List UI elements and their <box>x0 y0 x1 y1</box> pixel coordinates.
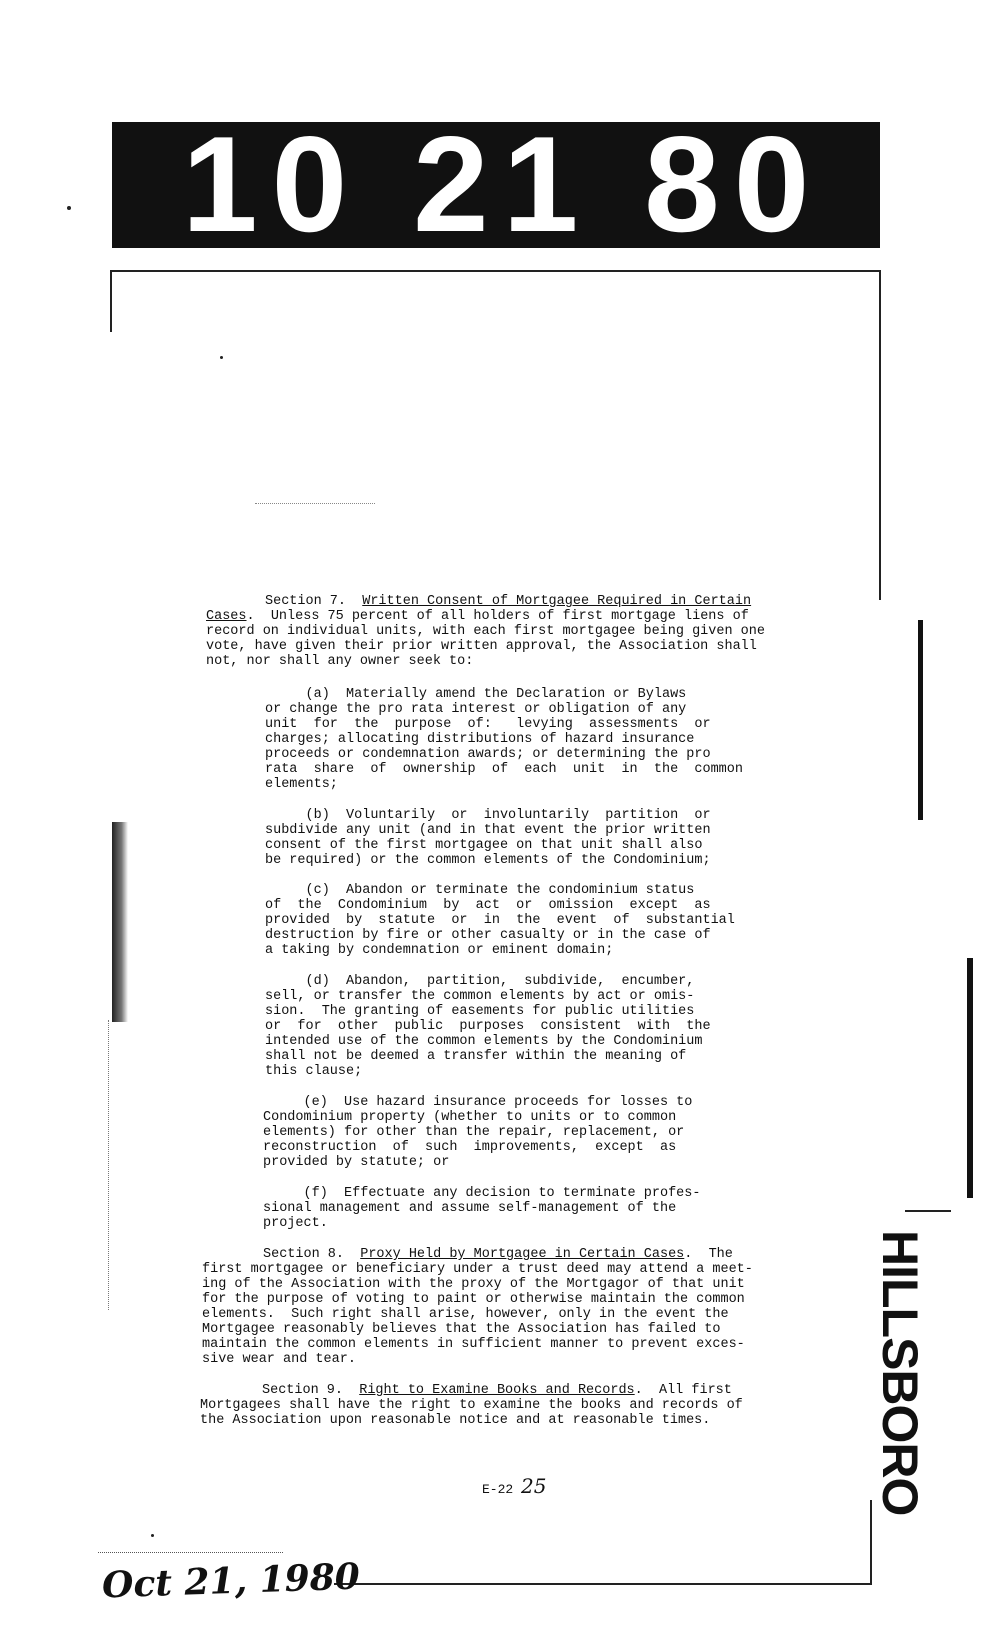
clause-line: consent of the first mortgagee on that unit shall also <box>265 838 703 853</box>
clause-line: Condominium property (whether to units or to common <box>263 1110 677 1125</box>
clause-line: sion. The granting of easements for public utilities <box>265 1004 695 1019</box>
section-8-line: for the purpose of voting to paint or otherwise maintain the common <box>202 1292 745 1307</box>
section-9-heading-end: . All first <box>634 1383 732 1398</box>
date-banner <box>112 108 880 260</box>
section-7-title-cont: Cases <box>206 609 247 624</box>
clause-line: (f) Effectuate any decision to terminate profes- <box>263 1186 701 1201</box>
clause-line: sional management and assume self-management of the <box>263 1201 677 1216</box>
clause-line: intended use of the common elements by the Condominium <box>265 1034 703 1049</box>
section-9-line: the Association upon reasonable notice and at reasonable times. <box>200 1413 711 1428</box>
hillsboro-stamp: HILLSBORO <box>872 1230 928 1516</box>
stamp-rule <box>905 1210 951 1212</box>
section-8-title: Proxy Held by Mortgagee in Certain Cases <box>360 1247 685 1262</box>
frame-left-rule <box>110 270 112 332</box>
clause-line: provided by statute; or <box>263 1155 450 1170</box>
section-8-line: first mortgagee or beneficiary under a trust deed may attend a meet- <box>202 1262 753 1277</box>
section-8-line: maintain the common elements in sufficient manner to prevent exces- <box>202 1337 745 1352</box>
clause-line: (a) Materially amend the Declaration or Bylaws <box>265 687 687 702</box>
section-9-line: Mortgagees shall have the right to examine the books and records of <box>200 1398 743 1413</box>
clause-line: of the Condominium by act or omission except as <box>265 898 711 913</box>
clause-line: shall not be deemed a transfer within the meaning of <box>265 1049 687 1064</box>
margin-bar-upper <box>918 620 923 820</box>
clause-line: charges; allocating distributions of hazard insurance <box>265 732 695 747</box>
scan-shadow <box>112 822 128 1022</box>
clause-line: (c) Abandon or terminate the condominium status <box>265 883 695 898</box>
clause-line: reconstruction of such improvements, except as <box>263 1140 677 1155</box>
clause-line: destruction by fire or other casualty or in the case of <box>265 928 711 943</box>
clause-line: (b) Voluntarily or involuntarily partition or <box>265 808 711 823</box>
clause-line: elements; <box>265 777 338 792</box>
section-7-intro-line: vote, have given their prior written approval, the Association shall <box>206 639 757 654</box>
margin-bar-lower <box>967 958 973 1198</box>
page-number <box>482 1474 546 1498</box>
scan-speckle <box>108 1020 129 1310</box>
banner-date-text: 10 21 80 <box>182 108 824 260</box>
clause-line: (e) Use hazard insurance proceeds for losses to <box>263 1095 693 1110</box>
page-number-handwritten: 25 <box>521 1474 547 1498</box>
section-8-line: elements. Such right shall arise, however, only in the event the <box>202 1307 729 1322</box>
frame-top-rule <box>110 270 880 272</box>
frame-bottom-rule <box>334 1583 871 1585</box>
clause-line: or change the pro rata interest or obligation of any <box>265 702 687 717</box>
clause-line: or for other public purposes consistent with the <box>265 1019 711 1034</box>
section-8-heading-end: . The <box>684 1247 733 1262</box>
section-9-heading <box>262 1383 732 1398</box>
clause-line: (d) Abandon, partition, subdivide, encumber, <box>265 974 695 989</box>
scan-dot <box>151 1534 154 1537</box>
clause-line: be required) or the common elements of the Condominium; <box>265 853 711 868</box>
section-7-label: Section 7. <box>265 594 363 609</box>
scan-dot <box>67 206 71 210</box>
section-7-heading <box>265 594 751 609</box>
section-8-label: Section 8. <box>263 1247 361 1262</box>
section-7-title: Written Consent of Mortgagee Required in Certain <box>362 594 752 609</box>
page-number-label: E-22 <box>482 1482 514 1497</box>
signature-line <box>98 1552 283 1554</box>
clause-line: sell, or transfer the common elements by act or omis- <box>265 989 695 1004</box>
section-7-intro-line: record on individual units, with each first mortgagee being given one <box>206 624 765 639</box>
clause-line: proceeds or condemnation awards; or determining the pro <box>265 747 711 762</box>
section-8-line: Mortgagee reasonably believes that the Association has failed to <box>202 1322 721 1337</box>
section-8-line: sive wear and tear. <box>202 1352 356 1367</box>
section-7-heading-cont <box>206 609 749 624</box>
section-8-heading <box>263 1247 733 1262</box>
clause-line: a taking by condemnation or eminent domain; <box>265 943 614 958</box>
frame-right-rule <box>879 270 881 600</box>
clause-line: subdivide any unit (and in that event the prior written <box>265 823 711 838</box>
clause-line: elements) for other than the repair, replacement, or <box>263 1125 685 1140</box>
section-8-line: ing of the Association with the proxy of the Mortgagor of that unit <box>202 1277 745 1292</box>
clause-line: project. <box>263 1216 328 1231</box>
section-9-label: Section 9. <box>262 1383 360 1398</box>
clause-line: unit for the purpose of: levying assessments or <box>265 717 711 732</box>
section-7-intro-line: not, nor shall any owner seek to: <box>206 654 474 669</box>
handwritten-date: Oct 21, 1980 <box>101 1555 361 1607</box>
faint-dotted-line <box>255 503 375 505</box>
clause-line: provided by statute or in the event of substantial <box>265 913 735 928</box>
section-7-intro-line: . Unless 75 percent of all holders of first mortgage liens of <box>246 609 749 624</box>
clause-line: rata share of ownership of each unit in the common <box>265 762 743 777</box>
scan-dot <box>220 356 223 359</box>
section-9-title: Right to Examine Books and Records <box>359 1383 635 1398</box>
clause-line: this clause; <box>265 1064 363 1079</box>
